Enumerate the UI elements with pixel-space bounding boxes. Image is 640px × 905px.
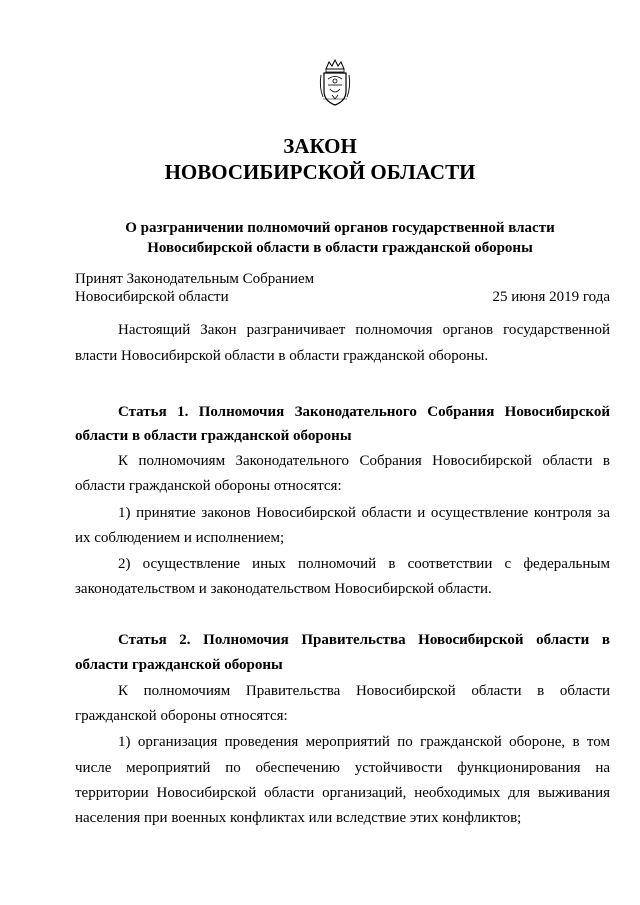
adoption-body-line1: Принят Законодательным Собранием [75, 271, 315, 287]
coat-of-arms-icon [318, 59, 352, 109]
article1-item2-line2: законодательством и законодательством Новосибирской области. [75, 581, 492, 597]
article2-heading-line1: Статья 2. Полномочия Правительства Новосибирской области в [118, 632, 610, 648]
adoption-date: 25 июня 2019 года [492, 289, 610, 305]
article1-heading-line2: области в области гражданской обороны [75, 428, 352, 444]
article2-intro-line2: гражданской обороны относятся: [75, 708, 288, 724]
article2-item1-line1: 1) организация проведения мероприятий по гражданской обороне, в том [118, 734, 610, 750]
adoption-body-line2: Новосибирской области [75, 289, 229, 305]
article2-item1-line3: территории Новосибирской области организаций, необходимых для выживания [75, 785, 610, 801]
article2-heading-line2: области гражданской обороны [75, 657, 283, 673]
preamble-line2: власти Новосибирской области в области гражданской обороны. [75, 348, 489, 364]
article2-item1-line4: населения при военных конфликтах или вследствие этих конфликтов; [75, 810, 522, 826]
law-title-line2: НОВОСИБИРСКОЙ ОБЛАСТИ [164, 160, 476, 184]
article2-item1-line2: числе мероприятий по обеспечению устойчивости функционирования на [75, 760, 610, 776]
law-subtitle-line2: Новосибирской области в области гражданской обороны [147, 240, 533, 256]
article1-heading-line1: Статья 1. Полномочия Законодательного Собрания Новосибирской [118, 404, 610, 420]
article1-intro-line2: области гражданской обороны относятся: [75, 478, 342, 494]
article1-item2-line1: 2) осуществление иных полномочий в соответствии с федеральным [118, 556, 610, 572]
preamble-line1: Настоящий Закон разграничивает полномочия органов государственной [118, 322, 610, 338]
article2-intro-line1: К полномочиям Правительства Новосибирской области в области [118, 683, 610, 699]
article1-intro-line1: К полномочиям Законодательного Собрания Новосибирской области в [118, 453, 610, 469]
law-title-line1: ЗАКОН [283, 134, 357, 158]
law-subtitle-line1: О разграничении полномочий органов государственной власти [125, 220, 555, 236]
article1-item1-line1: 1) принятие законов Новосибирской области и осуществление контроля за [118, 505, 610, 521]
article1-item1-line2: их соблюдением и исполнением; [75, 530, 285, 546]
